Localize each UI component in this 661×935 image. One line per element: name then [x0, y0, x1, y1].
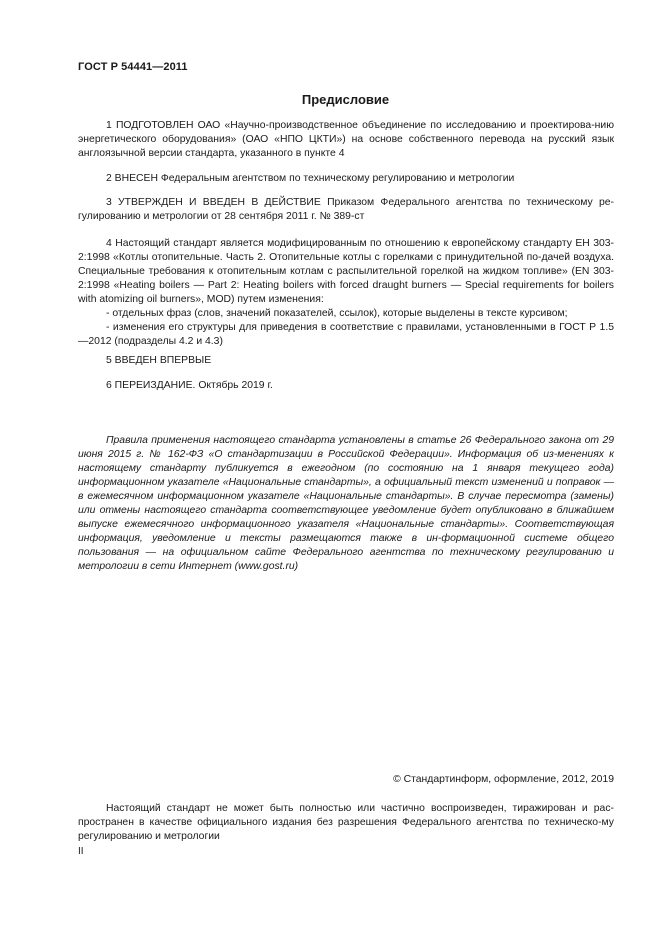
item-2-text: 2 ВНЕСЕН Федеральным агентством по техническому регулированию и метрологии: [106, 173, 515, 184]
item-2: [78, 172, 614, 186]
item-4-text: 4 Настоящий стандарт является модифицированным по отношению к европейскому стандарту ЕН 303-2:1998 «Котлы отопительные. Часть 2. Отопительные котлы с горелками с принудительной по-дачей воздуха. Специальные требования к отопительным котлам с распылительной горелкой на жидком топливе» (EN 303-2:1998 «Heating boilers — Part 2: Heating boilers with forced draught burners — Special requirements for boilers with atomizing oil burners», MOD) путем изменения:: [78, 238, 614, 305]
standard-code: ГОСТ Р 54441—2011: [78, 61, 188, 73]
item-1-text: 1 ПОДГОТОВЛЕН ОАО «Научно-производственное объединение по исследованию и проектирова-нию энергетического оборудования» (ОАО «НПО ЦКТИ») на основе собственного перевода на русский язык англоязычной версии стандарта, указанного в пункте 4: [78, 120, 614, 159]
item-3-text: 3 УТВЕРЖДЕН И ВВЕДЕН В ДЕЙСТВИЕ Приказом Федерального агентства по техническому ре-гулированию и метрологии от 28 сентября 2011 г. № 389-ст: [78, 197, 614, 222]
reproduction-notice-text: Настоящий стандарт не может быть полностью или частично воспроизведен, тиражирован и рас-пространен в качестве официального издания без разрешения Федерального агентства по техническо-му регулированию и метрологии: [78, 803, 614, 842]
item-4-dash-1: - отдельных фраз (слов, значений показателей, ссылок), которые выделены в тексте курсивом;: [106, 308, 568, 319]
item-5: [78, 354, 614, 368]
item-4-dash-2: - изменения его структуры для приведения в соответствие с правилами, установленными в ГОСТ Р 1.5—2012 (подразделы 4.2 и 4.3): [78, 322, 614, 347]
item-6: [78, 379, 614, 393]
item-4: [78, 237, 614, 349]
item-6-text: 6 ПЕРЕИЗДАНИЕ. Октябрь 2019 г.: [106, 380, 273, 391]
rules-notice: [78, 434, 614, 574]
page-number: II: [78, 846, 84, 857]
page-title: Предисловие: [301, 92, 390, 107]
item-1: [78, 119, 614, 161]
reproduction-notice: [78, 802, 614, 844]
rules-notice-text: Правила применения настоящего стандарта установлены в статье 26 Федерального закона от 29 июня 2015 г. № 162-ФЗ «О стандартизации в Российской Федерации». Информация об из-менениях к настоящему стандарту публикуется в ежегодном (по состоянию на 1 января текущего года) информационном указателе «Национальные стандарты», а официальный текст изменений и поправок — в ежемесячном информационном указателе «Национальные стандарты». В случае пересмотра (замены) или отмены настоящего стандарта соответствующее уведомление будет опубликовано в ближайшем выпуске ежемесячного информационного указателя «Национальные стандарты». Соответствующая информация, уведомление и тексты размещаются также в ин-формационной системе общего пользования — на официальном сайте Федерального агентства по техническому регулированию и метрологии в сети Интернет (www.gost.ru): [78, 435, 614, 572]
copyright: © Стандартинформ, оформление, 2012, 2019: [393, 774, 614, 785]
item-3: [78, 196, 614, 224]
item-5-text: 5 ВВЕДЕН ВПЕРВЫЕ: [106, 355, 212, 366]
